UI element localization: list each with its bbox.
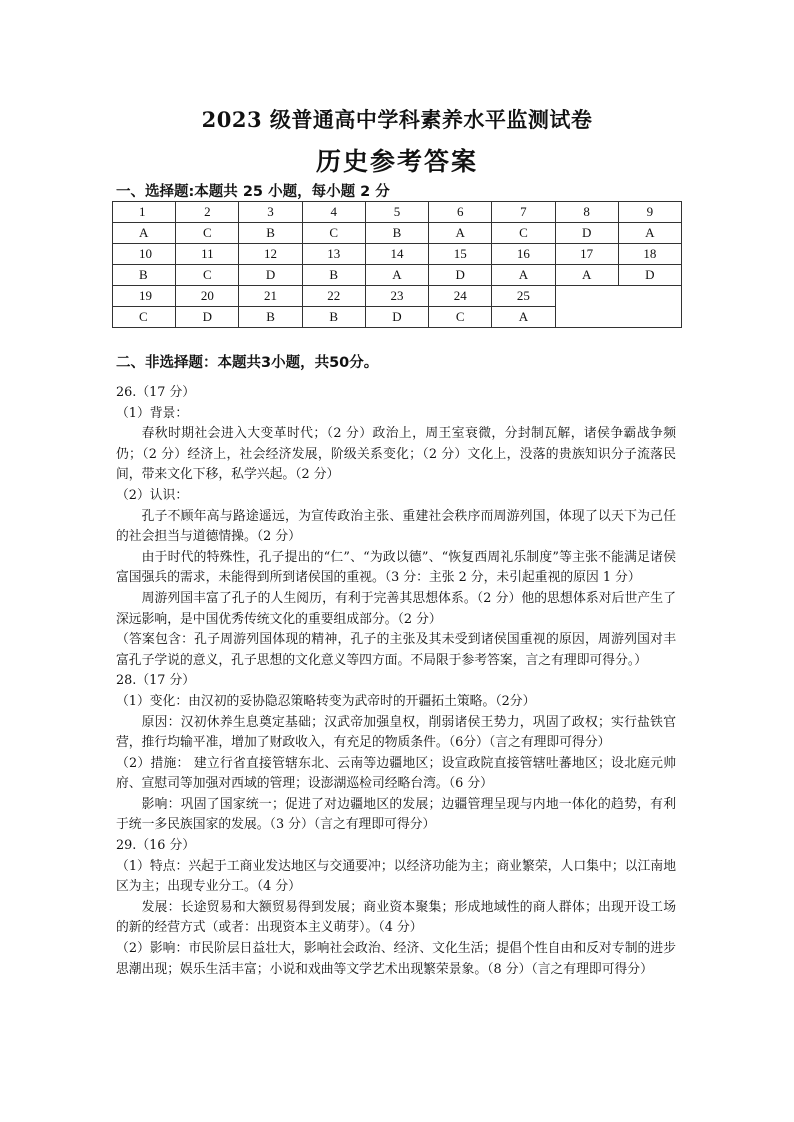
- answer-paragraph: （1）特点：兴起于工商业发达地区与交通要冲；以经济功能为主；商业繁荣，人口集中；以江南地区为主；出现专业分工。（4 分）: [116, 858, 676, 895]
- answer-cell: C: [429, 307, 492, 328]
- question-number-cell: 7: [492, 202, 555, 223]
- question-number-cell: 24: [429, 286, 492, 307]
- answer-paragraph: （1）变化：由汉初的妥协隐忍策略转变为武帝时的开疆拓土策略。（2分）: [116, 693, 536, 709]
- answer-paragraph: 28.（17 分）: [116, 673, 196, 689]
- answer-cell: C: [302, 223, 365, 244]
- exam-title: 2023 级普通高中学科素养水平监测试卷: [201, 107, 593, 132]
- answer-paragraph: 由于时代的特殊性，孔子提出的“仁”、“为政以德”、“恢复西周礼乐制度”等主张不能满足诸侯富国强兵的需求，未能得到所到诸侯国的重视。（3 分：主张 2 分，未引起重视的原因 1 分）: [116, 549, 676, 586]
- subject-title: 历史参考答案: [315, 147, 478, 176]
- answer-paragraph: 26.（17 分）: [116, 385, 196, 400]
- question-number-row: [113, 202, 682, 223]
- answer-cell: A: [429, 223, 492, 244]
- answer-paragraph: （2）措施： 建立行省直接管辖东北、云南等边疆地区；设宣政院直接管辖吐蕃地区；设北庭元帅府、宣慰司等加强对西域的管理；设澎湖巡检司经略台湾。（6 分）: [116, 755, 676, 792]
- question-number-cell: 2: [176, 202, 239, 223]
- answer-row: [113, 223, 682, 244]
- answer-paragraph: （2）影响：市民阶层日益壮大，影响社会政治、经济、文化生活；提倡个性自由和反对专制的进步思潮出现；娱乐生活丰富；小说和戏曲等文学艺术出现繁荣景象。（8 分）（言之有理即可得分）: [116, 941, 676, 977]
- question-number-cell: 12: [239, 244, 302, 265]
- answer-cell: C: [492, 223, 555, 244]
- answer-cell: A: [555, 265, 618, 286]
- question-number-cell: 18: [618, 244, 681, 265]
- answer-paragraph: 周游列国丰富了孔子的人生阅历，有利于完善其思想体系。（2 分）他的思想体系对后世产生了深远影响，是中国优秀传统文化的重要组成部分。（2 分）: [116, 590, 676, 627]
- answer-paragraph: 影响：巩固了国家统一；促进了对边疆地区的发展；边疆管理呈现与内地一体化的趋势，有利于统一多民族国家的发展。（3 分）（言之有理即可得分）: [116, 796, 676, 833]
- question-number-cell: 10: [113, 244, 176, 265]
- essay-answers: [116, 383, 676, 980]
- answer-cell: D: [365, 307, 428, 328]
- answer-paragraph: 原因：汉初休养生息奠定基础；汉武帝加强皇权，削弱诸侯王势力，巩固了政权；实行盐铁官营，推行均输平准，增加了财政收入，有充足的物质条件。（6分）（言之有理即可得分）: [116, 714, 676, 751]
- answer-cell: A: [365, 265, 428, 286]
- answer-cell: C: [113, 307, 176, 328]
- question-number-row: [113, 244, 682, 265]
- question-number-cell: 9: [618, 202, 681, 223]
- answer-row: [113, 265, 682, 286]
- answer-cell: D: [239, 265, 302, 286]
- answer-cell: B: [113, 265, 176, 286]
- answer-cell: A: [113, 223, 176, 244]
- answer-paragraph: 发展：长途贸易和大额贸易得到发展；商业资本聚集；形成地域性的商人群体；出现开设工场的新的经营方式（或者：出现资本主义萌芽）。（4 分）: [116, 899, 676, 936]
- section1-heading: 一、选择题:本题共 25 小题，每小题 2 分: [116, 184, 390, 200]
- answer-cell: D: [618, 265, 681, 286]
- question-number-row: [113, 286, 682, 307]
- answer-cell: A: [492, 265, 555, 286]
- empty-merged-cell: [555, 286, 681, 328]
- question-number-cell: 17: [555, 244, 618, 265]
- answer-paragraph: 29.（16 分）: [116, 838, 196, 854]
- question-number-cell: 20: [176, 286, 239, 307]
- question-number-cell: 5: [365, 202, 428, 223]
- answer-cell: B: [365, 223, 428, 244]
- answer-cell: D: [429, 265, 492, 286]
- question-number-cell: 15: [429, 244, 492, 265]
- answer-paragraph: 春秋时期社会进入大变革时代；（2 分）政治上，周王室衰微，分封制瓦解，诸侯争霸战争频仍；（2 分）经济上，社会经济发展，阶级关系变化；（2 分）文化上，没落的贵族知识分子流落民间，带来文化下移，私学兴起。（2 分）: [116, 426, 676, 483]
- question-number-cell: 8: [555, 202, 618, 223]
- question-number-cell: 4: [302, 202, 365, 223]
- answer-paragraph: （2）认识：: [116, 487, 189, 503]
- answer-cell: B: [239, 223, 302, 244]
- question-number-cell: 13: [302, 244, 365, 265]
- question-number-cell: 16: [492, 244, 555, 265]
- answer-paragraph: 孔子不顾年高与路途遥远，为宣传政治主张、重建社会秩序而周游列国，体现了以天下为己任的社会担当与道德情操。（2 分）: [116, 508, 676, 545]
- answer-cell: B: [302, 265, 365, 286]
- question-number-cell: 25: [492, 286, 555, 307]
- question-number-cell: 6: [429, 202, 492, 223]
- question-number-cell: 19: [113, 286, 176, 307]
- multiple-choice-answer-table: [112, 201, 682, 328]
- answer-cell: B: [302, 307, 365, 328]
- question-number-cell: 23: [365, 286, 428, 307]
- answer-cell: D: [555, 223, 618, 244]
- answer-paragraph: （1）背景：: [116, 405, 189, 421]
- question-number-cell: 14: [365, 244, 428, 265]
- answer-cell: D: [176, 307, 239, 328]
- answer-cell: B: [239, 307, 302, 328]
- answer-cell: A: [618, 223, 681, 244]
- question-number-cell: 21: [239, 286, 302, 307]
- answer-cell: A: [492, 307, 555, 328]
- answer-cell: C: [176, 223, 239, 244]
- section2-heading: 二、非选择题：本题共3小题，共50分。: [116, 355, 379, 371]
- question-number-cell: 1: [113, 202, 176, 223]
- question-number-cell: 3: [239, 202, 302, 223]
- question-number-cell: 22: [302, 286, 365, 307]
- answer-paragraph: （答案包含：孔子周游列国体现的精神，孔子的主张及其未受到诸侯国重视的原因，周游列国对丰富孔子学说的意义，孔子思想的文化意义等四方面。不局限于参考答案，言之有理即可得分。）: [116, 632, 676, 668]
- question-number-cell: 11: [176, 244, 239, 265]
- answer-cell: C: [176, 265, 239, 286]
